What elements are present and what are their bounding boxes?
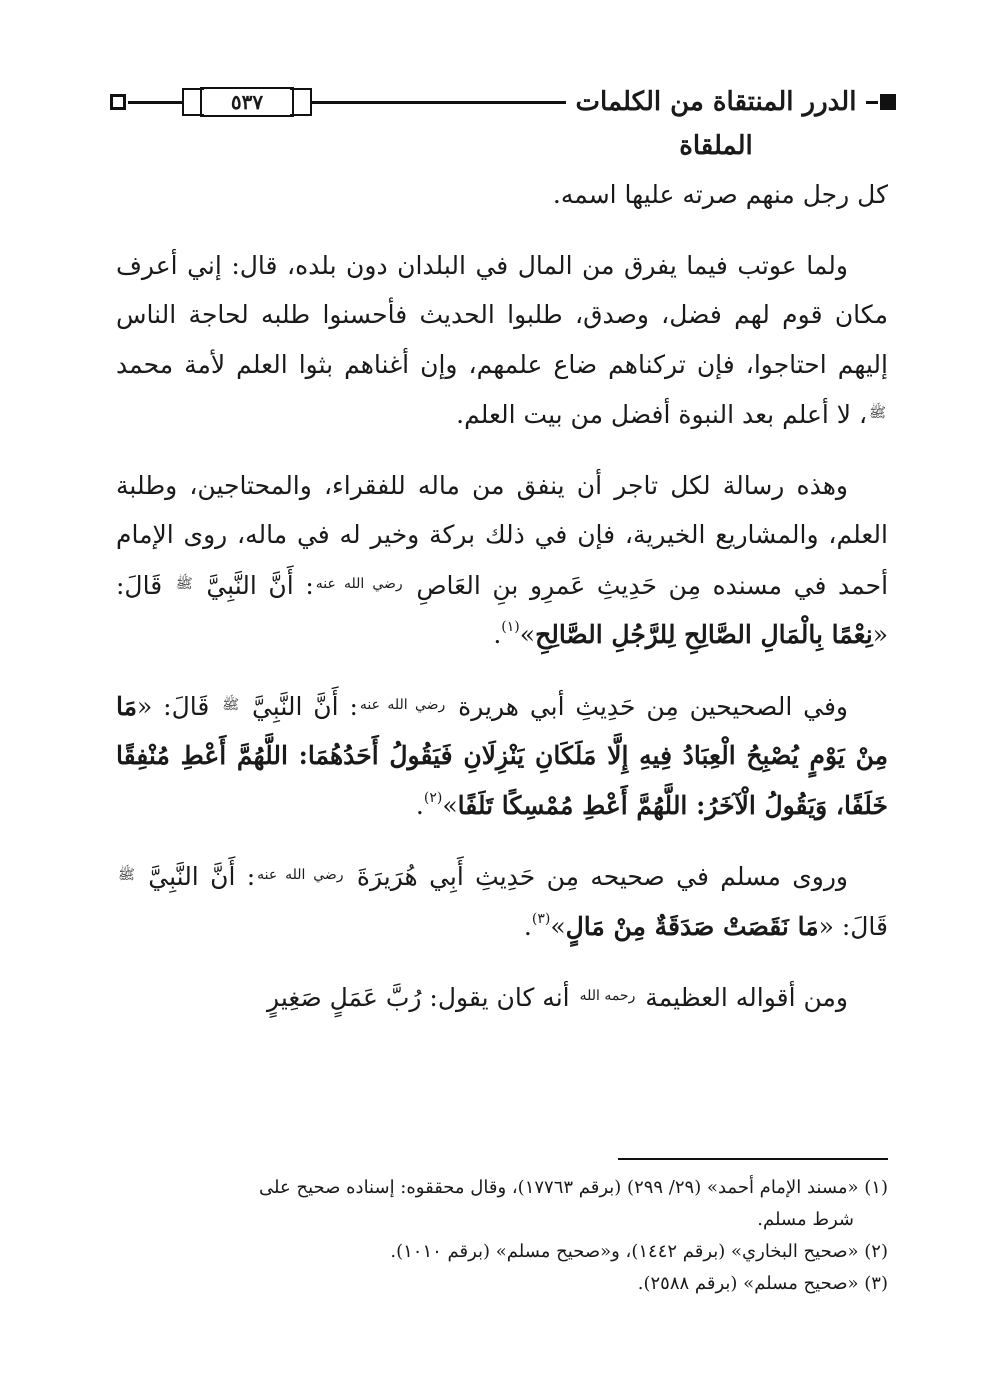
paragraph-3-text: وهذه رسالة لكل تاجر أن ينفق من ماله للفقراء، والمحتاجين، وطلبة العلم، والمشاريع الخيرية، فإن في ذلك بركة وخير له في ماله، روى الإمام أحمد في مسنده مِن حَدِيثِ عَمرِو بنِ العَاصِ: [116, 470, 889, 600]
hadith-quote-3: مَا نَقَصَتْ صَدَقَةٌ مِنْ مَالٍ: [565, 911, 819, 941]
paragraph-1-text: كل رجل منهم صرته عليها اسمه.: [552, 180, 888, 209]
page-number-box: [182, 84, 312, 120]
paragraph-5-text: وروى مسلم في صحيحه مِن حَدِيثِ أَبِي هُرَيرَةَ: [356, 862, 848, 891]
footnote-marker-1[interactable]: (١): [501, 619, 520, 635]
paragraph-5-end: .: [523, 911, 532, 941]
companion-honorific-glyph: رضي الله عنه: [359, 696, 446, 713]
paragraph-1: [116, 170, 888, 220]
footnote-1-continuation: شرط مسلم.: [757, 1209, 854, 1230]
quote-close-1: »: [519, 620, 536, 649]
footnote-separator: [618, 1158, 888, 1160]
paragraph-2-text-end: ، لا أعلم بعد النبوة أفضل من بيت العلم.: [456, 400, 868, 429]
footnote-3: [116, 1268, 888, 1300]
footnote-marker-3[interactable]: (٣): [531, 910, 551, 927]
footnote-2-number: (٢): [864, 1241, 888, 1262]
paragraph-4-text: وفي الصحيحين مِن حَدِيثِ أبي هريرة: [458, 691, 848, 721]
main-text: [116, 170, 888, 1044]
header-square-right: [880, 94, 896, 110]
page-header: [110, 78, 896, 161]
paragraph-3: [116, 461, 888, 660]
companion-honorific-glyph: رضي الله عنه: [315, 575, 403, 592]
paragraph-2-text: ولما عوتب فيما يفرق من المال في البلدان دون بلده، قال: إني أعرف مكان قوم لهم فضل، وصدق، طلبوا الحديث فأحسنوا طلبه لحاجة الناس إليهم احتاجوا، فإن تركناهم ضاع علمهم، وإن أغناهم بثوا العلم لأمة محمد: [116, 250, 889, 379]
paragraph-4-end: .: [415, 790, 424, 820]
salutation-glyph: ﷺ: [869, 405, 886, 421]
salutation-glyph: ﷺ: [118, 867, 135, 883]
paragraph-3-end: .: [493, 620, 502, 649]
footnote-3-number: (٣): [864, 1273, 888, 1294]
paragraph-6-text-2: أنه كان يقول: رُبَّ عَمَلٍ صَغِيرٍ: [267, 983, 570, 1012]
header-square-left: [110, 94, 126, 110]
quote-close-3: »: [550, 911, 566, 941]
paragraph-4-text-3: قَالَ: «: [137, 691, 210, 721]
salutation-glyph: ﷺ: [222, 696, 240, 713]
mercy-honorific-glyph: رحمه الله: [579, 988, 636, 1004]
paragraph-5: [116, 851, 888, 951]
paragraph-6-text: ومن أقواله العظيمة: [645, 983, 848, 1012]
footnote-1: [116, 1172, 888, 1236]
hadith-quote-1: نِعْمًا بِالْمَالِ الصَّالِحِ لِلرَّجُلِ الصَّالِحِ: [535, 620, 873, 649]
page-number-frame-right: [290, 88, 312, 116]
paragraph-6: [116, 972, 888, 1023]
companion-honorific-glyph: رضي الله عنه: [257, 867, 344, 883]
footnotes: [116, 1172, 888, 1300]
footnote-marker-2[interactable]: (٢): [423, 789, 443, 806]
footnote-2: [116, 1236, 888, 1268]
book-title: الدرر المنتقاة من الكلمات الملقاة: [566, 80, 866, 124]
footnote-2-text: «صحيح البخاري» (برقم ١٤٤٢)، و«صحيح مسلم» (برقم ١٠١٠).: [390, 1241, 859, 1262]
quote-close-2: »: [442, 790, 458, 820]
footnote-1-text: «مسند الإمام أحمد» (٢٩/ ٢٩٩) (برقم ١٧٧٦٣)، وقال محققوه: إسناده صحيح على: [259, 1177, 859, 1198]
hadith-quote-2: مَا مِنْ يَوْمٍ يُصْبِحُ الْعِبَادُ فِيهِ إِلَّا مَلَكَانِ يَنْزِلَانِ فَيَقُولُ أَحَدُهُمَا: اللَّهُمَّ أَعْطِ مُنْفِقًا خَلَفًا، وَيَقُولُ الْآخَرُ: اللَّهُمَّ أَعْطِ مُمْسِكًا تَلَفًا: [116, 691, 888, 820]
footnote-3-text: «صحيح مسلم» (برقم ٢٥٨٨).: [637, 1273, 859, 1294]
paragraph-5-text-3: قَالَ: «: [818, 911, 888, 941]
page-number: ٥٣٧: [200, 87, 294, 117]
paragraph-3-text-3: قَالَ: «: [116, 570, 888, 649]
paragraph-3-text-2: : أَنَّ النَّبِيَّ: [206, 570, 314, 600]
paragraph-4-text-2: : أَنَّ النَّبِيَّ: [251, 691, 358, 721]
paragraph-4: [116, 681, 888, 831]
paragraph-5-text-2: : أَنَّ النَّبِيَّ: [148, 862, 256, 891]
salutation-glyph: ﷺ: [175, 575, 193, 592]
footnote-1-number: (١): [864, 1177, 888, 1198]
paragraph-2: [116, 241, 888, 440]
